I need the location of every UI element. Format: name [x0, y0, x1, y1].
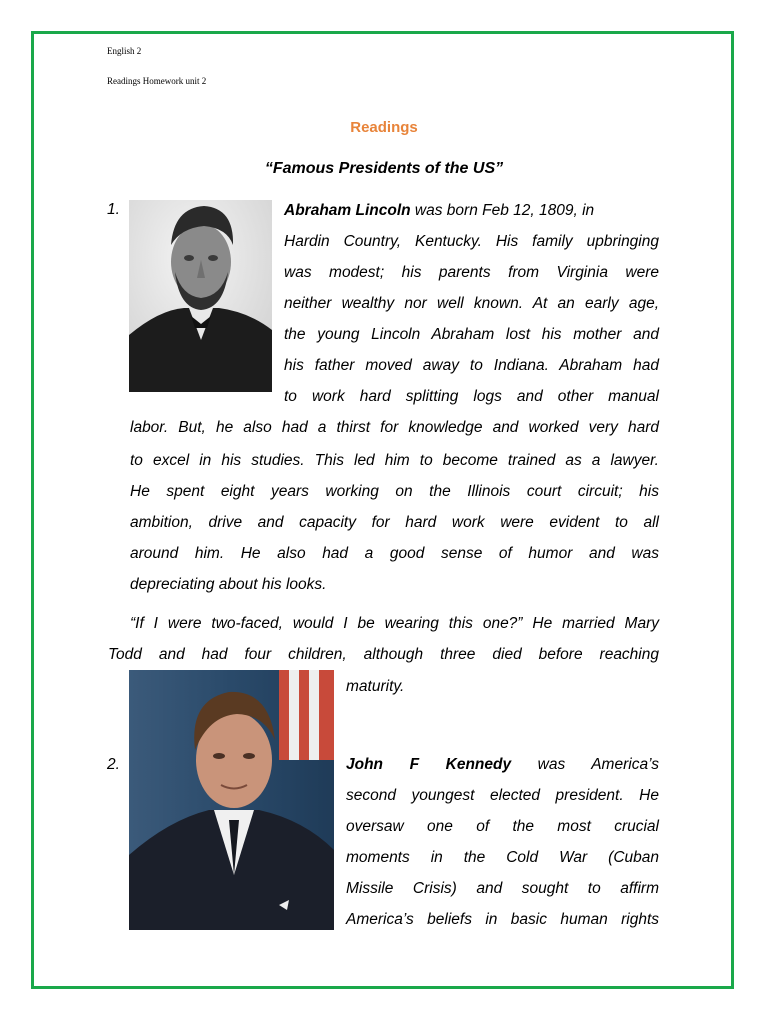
lincoln-paragraph-line-1 — [284, 201, 659, 221]
lincoln-quote-line-3: maturity. — [346, 678, 405, 695]
assignment-header: Readings Homework unit 2 — [107, 76, 207, 86]
item-number-2: 2. — [107, 756, 120, 773]
kennedy-paragraph-line-4: moments in the Cold War (Cuban — [346, 849, 659, 866]
kennedy-paragraph-line-1 — [346, 755, 659, 775]
lincoln-paragraph-line-13: depreciating about his looks. — [130, 576, 327, 593]
lincoln-paragraph-line-10: He spent eight years working on the Illinois court circuit; his — [130, 483, 659, 500]
item-number-1: 1. — [107, 201, 120, 218]
lincoln-paragraph-line-6: his father moved away to Indiana. Abraham had — [284, 357, 659, 374]
lincoln-quote-line-1: “If I were two-faced, would I be wearing this one?” He married Mary — [130, 615, 659, 632]
lincoln-paragraph-line-9: to excel in his studies. This led him to become trained as a lawyer. — [130, 452, 659, 469]
lincoln-paragraph-line-2: Hardin Country, Kentucky. His family upbringing — [284, 233, 659, 250]
lincoln-name: Abraham Lincoln — [284, 202, 411, 219]
lincoln-quote-line-2: Todd and had four children, although three died before reaching — [108, 646, 659, 663]
kennedy-paragraph-line-3: oversaw one of the most crucial — [346, 818, 659, 835]
page-subtitle: “Famous Presidents of the US” — [264, 160, 504, 177]
kennedy-portrait-svg — [129, 670, 334, 930]
lincoln-paragraph-line-3: was modest; his parents from Virginia were — [284, 264, 659, 281]
kennedy-paragraph-line-6: America’s beliefs in basic human rights — [346, 911, 659, 928]
lincoln-line-1-text: was born Feb 12, 1809, in — [410, 202, 595, 219]
lincoln-paragraph-line-7: to work hard splitting logs and other manual — [284, 388, 659, 405]
kennedy-paragraph-line-5: Missile Crisis) and sought to affirm — [346, 880, 659, 897]
kennedy-portrait — [129, 670, 334, 930]
page-title: Readings — [350, 119, 418, 136]
kennedy-paragraph-line-2: second youngest elected president. He — [346, 787, 659, 804]
lincoln-paragraph-line-11: ambition, drive and capacity for hard work were evident to all — [130, 514, 659, 531]
lincoln-paragraph-line-8: labor. But, he also had a thirst for knowledge and worked very hard — [130, 419, 659, 436]
course-header: English 2 — [107, 46, 142, 56]
lincoln-portrait-svg — [129, 200, 272, 392]
lincoln-paragraph-line-12: around him. He also had a good sense of humor and was — [130, 545, 659, 562]
kennedy-line-1-text: was America’s — [511, 756, 659, 773]
lincoln-portrait — [129, 200, 272, 392]
lincoln-paragraph-line-4: neither wealthy nor well known. At an early age, — [284, 295, 659, 312]
lincoln-paragraph-line-5: the young Lincoln Abraham lost his mother and — [284, 326, 659, 343]
kennedy-name: John F Kennedy — [346, 756, 512, 773]
